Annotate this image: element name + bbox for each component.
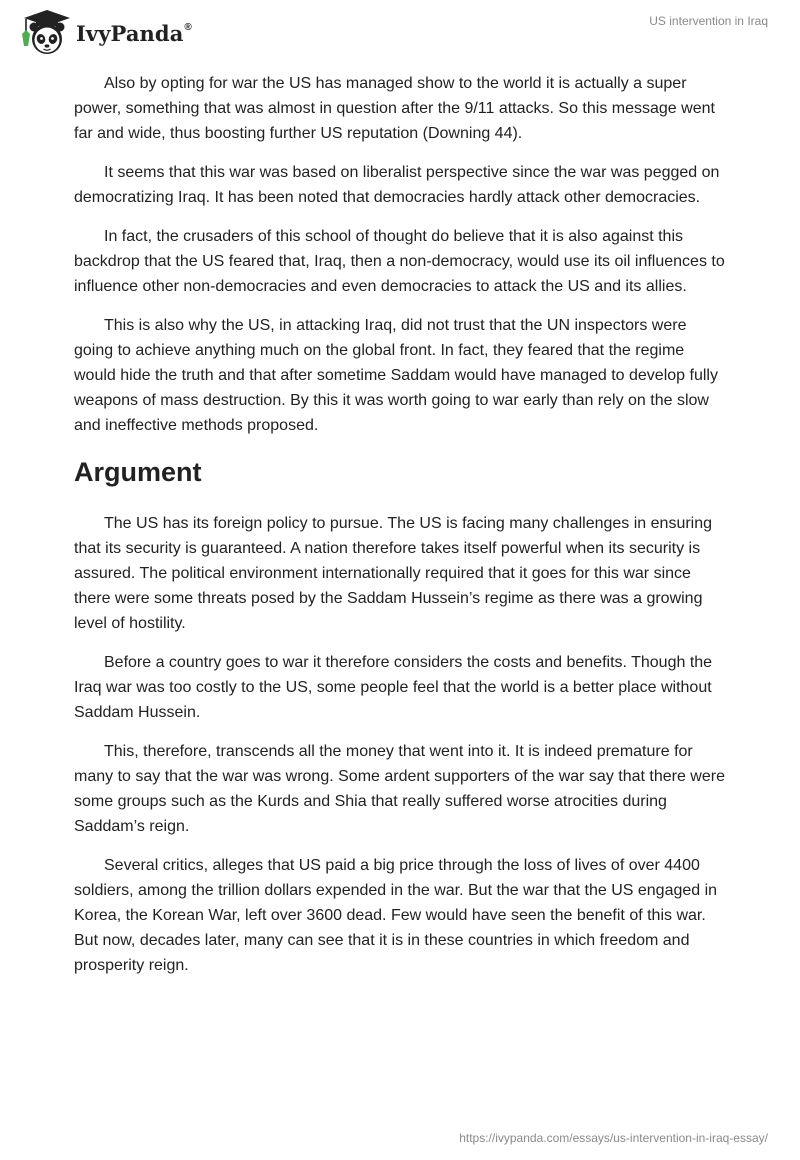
source-url[interactable]: https://ivypanda.com/essays/us-intervention-in-iraq-essay/ xyxy=(459,1131,768,1145)
paragraph: The US has its foreign policy to pursue. The US is facing many challenges in ensuring that its security is guaranteed. A nation therefore takes itself powerful when its security is assured. The political environment internationally required that it goes for this war since there were some threats posed by the Saddam Hussein’s regime as there was a growing level of hostility. xyxy=(74,515,713,632)
paragraph: Also by opting for war the US has managed show to the world it is actually a super power, something that was almost in question after the 9/11 attacks. So this message went far and wide, thus boosting further US reputation (Downing 44). xyxy=(74,75,715,142)
ivypanda-logo[interactable] xyxy=(16,8,192,56)
essay-content xyxy=(74,71,726,992)
paragraph: In fact, the crusaders of this school of thought do believe that it is also against this backdrop that the US feared that, Iraq, then a non-democracy, would use its oil influences to influence other non-democracies and even democracies to attack the US and its allies. xyxy=(74,228,725,295)
paragraph: This, therefore, transcends all the money that went into it. It is indeed premature for many to say that the war was wrong. Some ardent supporters of the war say that there were some groups such as the Kurds and Shia that really suffered worse atrocities during Saddam’s reign. xyxy=(74,743,725,835)
panda-graduate-icon xyxy=(16,8,74,56)
page-header xyxy=(0,0,800,60)
logo-text: IvyPanda® xyxy=(76,20,192,46)
paragraph: Before a country goes to war it therefore considers the costs and benefits. Though the Iraq war was too costly to the US, some people feel that the world is a better place without Saddam Hussein. xyxy=(74,654,713,721)
section-heading: Argument xyxy=(74,457,202,487)
paragraph: It seems that this war was based on liberalist perspective since the war was pegged on democratizing Iraq. It has been noted that democracies hardly attack other democracies. xyxy=(74,164,720,206)
paragraph: This is also why the US, in attacking Iraq, did not trust that the UN inspectors were going to achieve anything much on the global front. In fact, they feared that the regime would hide the truth and that after sometime Saddam would have managed to develop fully weapons of mass destruction. By this it was worth going to war early than rely on the slow and ineffective methods proposed. xyxy=(74,317,718,434)
registered-mark: ® xyxy=(184,21,192,33)
paragraph: Several critics, alleges that US paid a big price through the loss of lives of over 4400 soldiers, among the trillion dollars expended in the war. But the war that the US engaged in Korea, the Korean War, left over 3600 dead. Few would have seen the benefit of this war. But now, decades later, many can see that it is in these countries in which freedom and prosperity reign. xyxy=(74,857,718,974)
document-title: US intervention in Iraq xyxy=(649,14,768,28)
